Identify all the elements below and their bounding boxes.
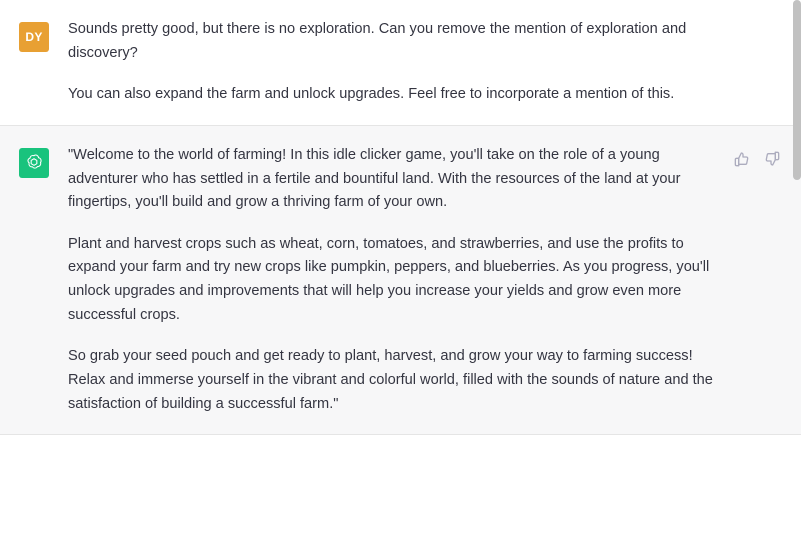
avatar: DY <box>19 22 49 52</box>
message-content-assistant <box>68 144 801 416</box>
message-content-user <box>68 18 801 107</box>
thumbs-down-icon[interactable] <box>763 150 781 168</box>
avatar-container <box>0 18 68 52</box>
thumbs-up-icon[interactable] <box>733 150 751 168</box>
message-actions <box>733 150 781 168</box>
message-paragraph: So grab your seed pouch and get ready to plant, harvest, and grow your way to farming success! Relax and immerse yourself in the vibrant and colorful world, filled with the sounds of nature and the satisfaction of building a successful farm." <box>68 348 713 412</box>
scrollbar-thumb[interactable] <box>793 0 801 180</box>
message-paragraph: Sounds pretty good, but there is no exploration. Can you remove the mention of exploration and discovery? <box>68 21 687 61</box>
avatar-container <box>0 144 68 178</box>
openai-logo-icon <box>19 148 49 178</box>
chat-message-assistant <box>0 125 801 435</box>
chat-message-user <box>0 0 801 125</box>
message-paragraph: "Welcome to the world of farming! In this idle clicker game, you'll take on the role of a young adventurer who has settled in a fertile and bountiful land. With the resources of the land at your fingertips, you'll build and grow a thriving farm of your own. <box>68 146 681 211</box>
scrollbar[interactable] <box>793 0 801 539</box>
message-paragraph: Plant and harvest crops such as wheat, corn, tomatoes, and strawberries, and use the profits to expand your farm and try new crops like pumpkin, peppers, and blueberries. As you progress, you'll unlock upgrades and improvements that will help you increase your yields and grow even more successful crops. <box>68 235 710 323</box>
message-paragraph: You can also expand the farm and unlock upgrades. Feel free to incorporate a mention of this. <box>68 86 675 103</box>
